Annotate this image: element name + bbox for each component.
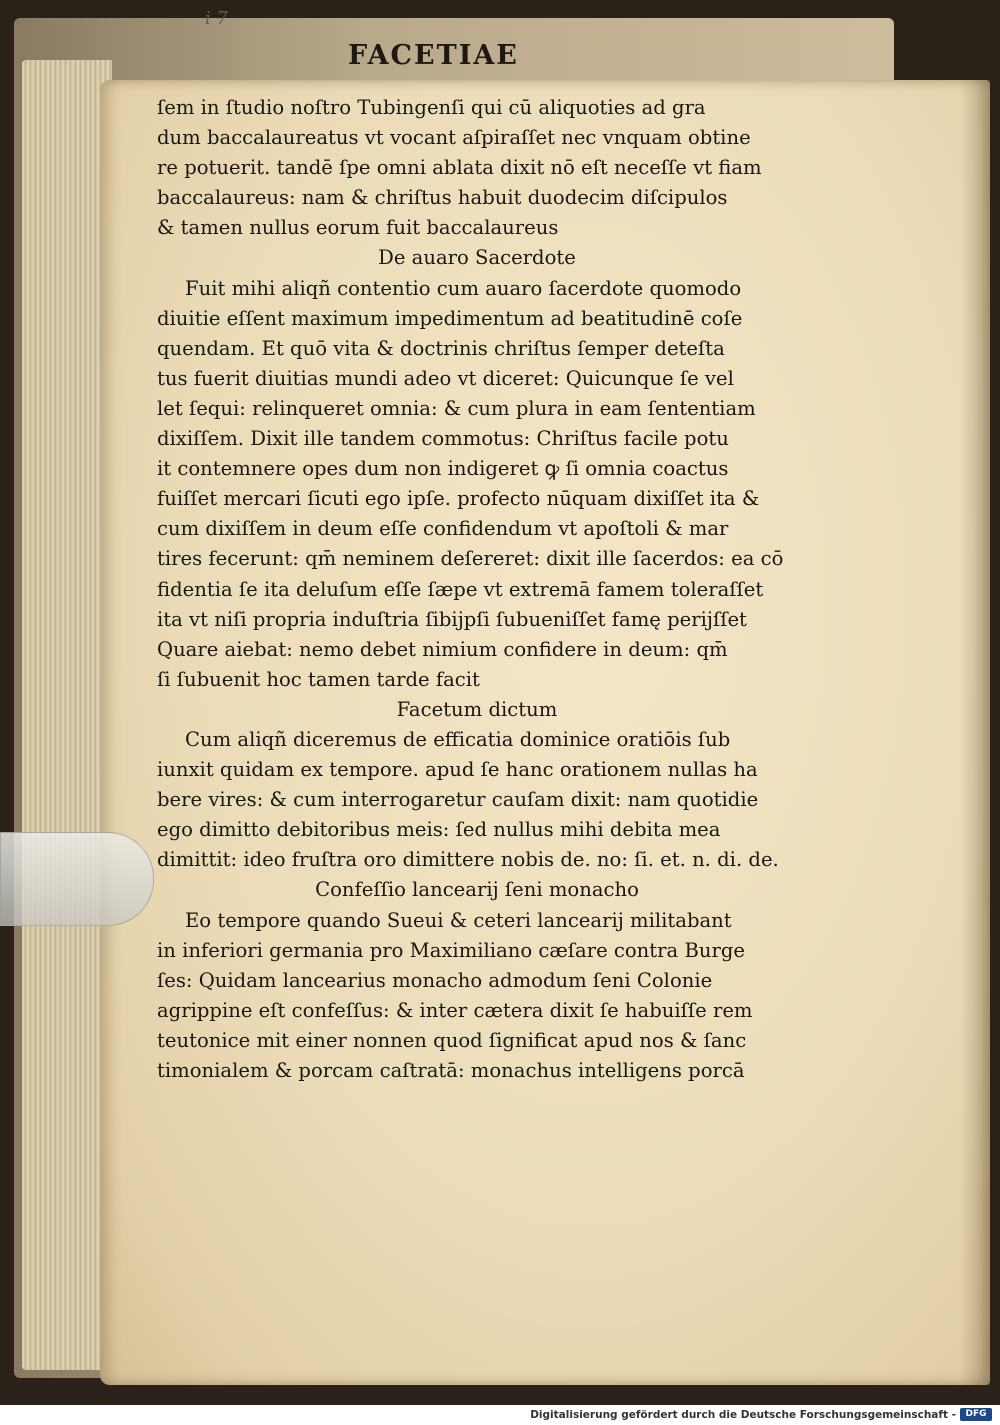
dfg-logo-icon: DFG: [960, 1408, 992, 1421]
text-line: fidentia ſe ita deluſum eſſe ſæpe vt extremā famem toleraſſet: [157, 577, 764, 601]
text-line: fuiſſet mercari ſicuti ego ipſe. profecto nūquam dixiſſet ita &: [157, 487, 760, 511]
page-clamp: [0, 832, 154, 926]
text-line: quendam. Et quō vita & doctrinis chriſtus ſemper deteſta: [157, 336, 725, 360]
text-line: ita vt niſi propria induſtria ſibijpſi ſubueniſſet famę perijſſet: [157, 607, 747, 631]
text-line: cum dixiſſem in deum eſſe confidendum vt apoſtoli & mar: [157, 517, 729, 541]
text-line: Eo tempore quando Sueui & ceteri lancearij militabant: [185, 908, 732, 932]
text-line: & tamen nullus eorum fuit baccalaureus: [157, 216, 559, 240]
section-heading: Facetum dictum: [396, 697, 558, 721]
section-heading: Confeſſio lancearij ſeni monacho: [315, 878, 639, 902]
text-line: agrippine eſt confeſſus: & inter cætera dixit ſe habuiſſe rem: [157, 998, 753, 1022]
text-line: re potuerit. tandē ſpe omni ablata dixit nō eſt neceſſe vt fiam: [157, 156, 762, 180]
text-line: tires fecerunt: qm̄ neminem deſereret: dixit ille ſacerdos: ea cō: [157, 547, 784, 571]
footer-credit: [530, 1409, 956, 1421]
text-line: ſes: Quidam lancearius monacho admodum ſeni Colonie: [157, 968, 713, 992]
text-line: Quare aiebat: nemo debet nimium confidere in deum: qm̄: [157, 637, 728, 661]
footer: [0, 1405, 1000, 1425]
text-line: Fuit mihi aliqñ contentio cum auaro ſacerdote quomodo: [185, 276, 742, 300]
text-line: diuitie eſſent maximum impedimentum ad beatitudinē coſe: [157, 306, 743, 330]
text-line: timonialem & porcam caſtratā: monachus intelligens porcā: [157, 1059, 745, 1082]
folio-number: i 7: [205, 8, 228, 29]
text-line: bere vires: & cum interrogaretur cauſam dixit: nam quotidie: [157, 788, 759, 812]
text-line: ſem in ſtudio noſtro Tubingenſi qui cū aliquoties ad gra: [157, 96, 706, 119]
footer-credit-text: Digitalisierung gefördert durch die Deutsche Forschungsgemeinschaft: [530, 1409, 948, 1421]
text-line: dum baccalaureatus vt vocant aſpiraſſet nec vnquam obtine: [157, 126, 751, 150]
page-gutter: [960, 80, 990, 1385]
text-line: baccalaureus: nam & chriſtus habuit duodecim diſcipulos: [157, 186, 728, 210]
text-line: tus fuerit diuitias mundi adeo vt diceret: Quicunque ſe vel: [157, 366, 734, 390]
text-line: Cum aliqñ diceremus de efficatia dominice oratiōis ſub: [185, 727, 731, 751]
text-line: dimittit: ideo fruſtra oro dimittere nobis de. no: ſi. et. n. di. de.: [157, 848, 779, 872]
text-line: dixiſſem. Dixit ille tandem commotus: Chriſtus facile potu: [157, 427, 729, 451]
footer-separator: -: [951, 1409, 956, 1421]
text-line: teutonice mit einer nonnen quod ſignificat apud nos & ſanc: [157, 1028, 747, 1052]
text-line: iunxit quidam ex tempore. apud ſe hanc orationem nullas ha: [157, 758, 758, 782]
text-block: [157, 93, 797, 1086]
section-heading: De auaro Sacerdote: [378, 246, 576, 270]
running-head: FACETIAE: [348, 40, 519, 71]
text-line: ego dimitto debitoribus meis: ſed nullus mihi debita mea: [157, 818, 721, 842]
text-line: let ſequi: relinqueret omnia: & cum plura in eam ſententiam: [157, 396, 756, 420]
text-line: in inferiori germania pro Maximiliano cæſare contra Burge: [157, 938, 745, 962]
text-line: it contemnere opes dum non indigeret ꝙ ſi omnia coactus: [157, 457, 729, 481]
text-line: ſi ſubuenit hoc tamen tarde facit: [157, 667, 480, 691]
page-stack-edge: [22, 60, 112, 1370]
